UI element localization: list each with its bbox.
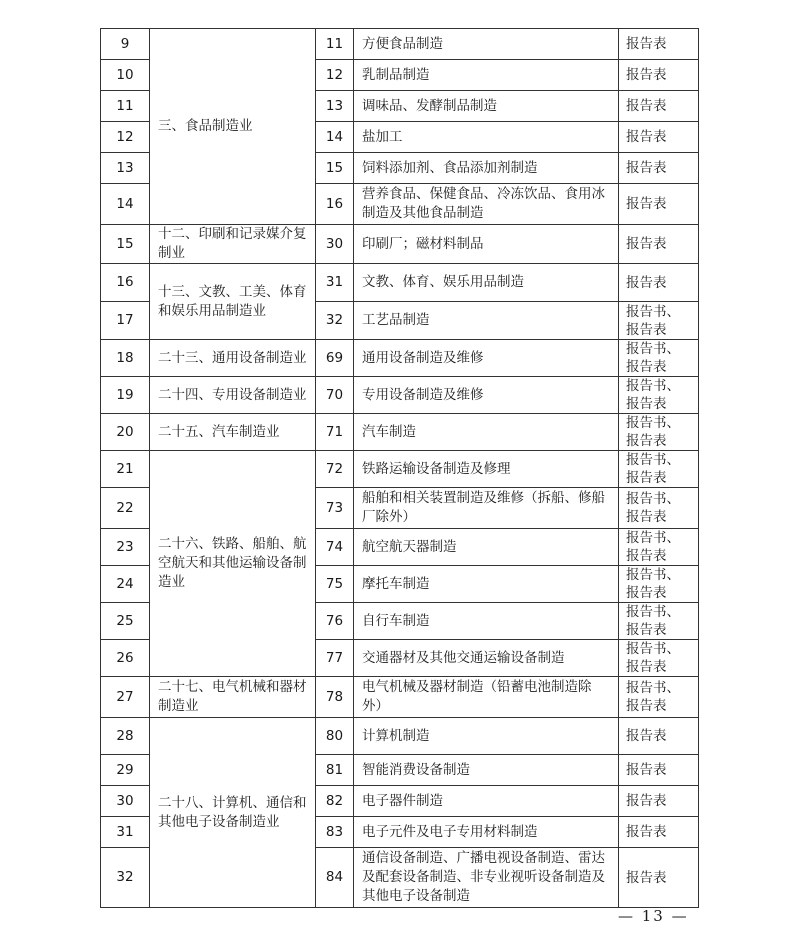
industry-name-cell: 方便食品制造 bbox=[354, 29, 619, 60]
industry-code-cell: 11 bbox=[316, 29, 354, 60]
category-cell: 二十三、通用设备制造业 bbox=[150, 340, 316, 377]
report-type-cell: 报告表 bbox=[619, 817, 699, 848]
row-number-cell: 12 bbox=[101, 122, 150, 153]
row-number-cell: 21 bbox=[101, 451, 150, 488]
industry-name-cell: 工艺品制造 bbox=[354, 302, 619, 340]
industry-code-cell: 81 bbox=[316, 755, 354, 786]
industry-name-cell: 电气机械及器材制造（铅蓄电池制造除外） bbox=[354, 677, 619, 718]
industry-code-cell: 31 bbox=[316, 264, 354, 302]
industry-code-cell: 82 bbox=[316, 786, 354, 817]
industry-code-cell: 70 bbox=[316, 377, 354, 414]
category-cell: 二十八、计算机、通信和其他电子设备制造业 bbox=[150, 718, 316, 908]
category-cell: 三、食品制造业 bbox=[150, 29, 316, 225]
report-type-cell: 报告表 bbox=[619, 786, 699, 817]
row-number-cell: 32 bbox=[101, 848, 150, 908]
report-type-cell: 报告书、报告表 bbox=[619, 302, 699, 340]
industry-name-cell: 摩托车制造 bbox=[354, 566, 619, 603]
category-cell: 二十七、电气机械和器材制造业 bbox=[150, 677, 316, 718]
industry-code-cell: 75 bbox=[316, 566, 354, 603]
row-number-cell: 19 bbox=[101, 377, 150, 414]
industry-code-cell: 73 bbox=[316, 488, 354, 529]
row-number-cell: 20 bbox=[101, 414, 150, 451]
industry-name-cell: 专用设备制造及维修 bbox=[354, 377, 619, 414]
category-cell: 十三、文教、工美、体育和娱乐用品制造业 bbox=[150, 264, 316, 340]
industry-name-cell: 船舶和相关装置制造及维修（拆船、修船厂除外） bbox=[354, 488, 619, 529]
industry-code-cell: 16 bbox=[316, 184, 354, 225]
table-row bbox=[101, 377, 699, 414]
table-row bbox=[101, 264, 699, 302]
industry-code-cell: 32 bbox=[316, 302, 354, 340]
industry-name-cell: 航空航天器制造 bbox=[354, 529, 619, 566]
industry-name-cell: 文教、体育、娱乐用品制造 bbox=[354, 264, 619, 302]
report-type-cell: 报告书、报告表 bbox=[619, 529, 699, 566]
industry-code-cell: 74 bbox=[316, 529, 354, 566]
row-number-cell: 17 bbox=[101, 302, 150, 340]
industry-classification-table bbox=[100, 28, 699, 908]
industry-code-cell: 76 bbox=[316, 603, 354, 640]
table-row bbox=[101, 225, 699, 264]
row-number-cell: 16 bbox=[101, 264, 150, 302]
industry-code-cell: 69 bbox=[316, 340, 354, 377]
industry-code-cell: 30 bbox=[316, 225, 354, 264]
industry-name-cell: 营养食品、保健食品、冷冻饮品、食用冰制造及其他食品制造 bbox=[354, 184, 619, 225]
table-body bbox=[101, 29, 699, 908]
report-type-cell: 报告表 bbox=[619, 153, 699, 184]
industry-name-cell: 计算机制造 bbox=[354, 718, 619, 755]
report-type-cell: 报告表 bbox=[619, 755, 699, 786]
row-number-cell: 14 bbox=[101, 184, 150, 225]
industry-name-cell: 汽车制造 bbox=[354, 414, 619, 451]
industry-code-cell: 78 bbox=[316, 677, 354, 718]
industry-name-cell: 调味品、发酵制品制造 bbox=[354, 91, 619, 122]
industry-code-cell: 72 bbox=[316, 451, 354, 488]
row-number-cell: 11 bbox=[101, 91, 150, 122]
row-number-cell: 31 bbox=[101, 817, 150, 848]
industry-code-cell: 77 bbox=[316, 640, 354, 677]
industry-code-cell: 13 bbox=[316, 91, 354, 122]
page-number: — 13 — bbox=[618, 907, 689, 925]
row-number-cell: 28 bbox=[101, 718, 150, 755]
row-number-cell: 15 bbox=[101, 225, 150, 264]
report-type-cell: 报告书、报告表 bbox=[619, 566, 699, 603]
industry-code-cell: 84 bbox=[316, 848, 354, 908]
industry-name-cell: 电子器件制造 bbox=[354, 786, 619, 817]
industry-name-cell: 通用设备制造及维修 bbox=[354, 340, 619, 377]
category-cell: 二十六、铁路、船舶、航空航天和其他运输设备制造业 bbox=[150, 451, 316, 677]
report-type-cell: 报告表 bbox=[619, 225, 699, 264]
industry-name-cell: 铁路运输设备制造及修理 bbox=[354, 451, 619, 488]
table-row bbox=[101, 414, 699, 451]
industry-code-cell: 12 bbox=[316, 60, 354, 91]
category-cell: 二十五、汽车制造业 bbox=[150, 414, 316, 451]
report-type-cell: 报告表 bbox=[619, 718, 699, 755]
report-type-cell: 报告表 bbox=[619, 91, 699, 122]
report-type-cell: 报告表 bbox=[619, 60, 699, 91]
industry-code-cell: 71 bbox=[316, 414, 354, 451]
row-number-cell: 25 bbox=[101, 603, 150, 640]
report-type-cell: 报告书、报告表 bbox=[619, 377, 699, 414]
report-type-cell: 报告表 bbox=[619, 184, 699, 225]
industry-code-cell: 83 bbox=[316, 817, 354, 848]
industry-name-cell: 交通器材及其他交通运输设备制造 bbox=[354, 640, 619, 677]
industry-name-cell: 饲料添加剂、食品添加剂制造 bbox=[354, 153, 619, 184]
category-cell: 十二、印刷和记录媒介复制业 bbox=[150, 225, 316, 264]
report-type-cell: 报告表 bbox=[619, 264, 699, 302]
industry-name-cell: 乳制品制造 bbox=[354, 60, 619, 91]
report-type-cell: 报告书、报告表 bbox=[619, 640, 699, 677]
report-type-cell: 报告书、报告表 bbox=[619, 488, 699, 529]
report-type-cell: 报告书、报告表 bbox=[619, 677, 699, 718]
report-type-cell: 报告书、报告表 bbox=[619, 603, 699, 640]
table-row bbox=[101, 718, 699, 755]
table-row bbox=[101, 677, 699, 718]
row-number-cell: 22 bbox=[101, 488, 150, 529]
industry-name-cell: 电子元件及电子专用材料制造 bbox=[354, 817, 619, 848]
row-number-cell: 13 bbox=[101, 153, 150, 184]
industry-name-cell: 通信设备制造、广播电视设备制造、雷达及配套设备制造、非专业视听设备制造及其他电子设备制造 bbox=[354, 848, 619, 908]
table-row bbox=[101, 451, 699, 488]
report-type-cell: 报告表 bbox=[619, 29, 699, 60]
row-number-cell: 9 bbox=[101, 29, 150, 60]
table-row bbox=[101, 340, 699, 377]
row-number-cell: 10 bbox=[101, 60, 150, 91]
report-type-cell: 报告书、报告表 bbox=[619, 414, 699, 451]
row-number-cell: 18 bbox=[101, 340, 150, 377]
report-type-cell: 报告书、报告表 bbox=[619, 340, 699, 377]
industry-name-cell: 自行车制造 bbox=[354, 603, 619, 640]
industry-name-cell: 盐加工 bbox=[354, 122, 619, 153]
row-number-cell: 27 bbox=[101, 677, 150, 718]
row-number-cell: 23 bbox=[101, 529, 150, 566]
category-cell: 二十四、专用设备制造业 bbox=[150, 377, 316, 414]
industry-code-cell: 15 bbox=[316, 153, 354, 184]
industry-name-cell: 印刷厂；磁材料制品 bbox=[354, 225, 619, 264]
industry-name-cell: 智能消费设备制造 bbox=[354, 755, 619, 786]
row-number-cell: 29 bbox=[101, 755, 150, 786]
row-number-cell: 26 bbox=[101, 640, 150, 677]
table-row bbox=[101, 29, 699, 60]
report-type-cell: 报告书、报告表 bbox=[619, 451, 699, 488]
row-number-cell: 24 bbox=[101, 566, 150, 603]
report-type-cell: 报告表 bbox=[619, 848, 699, 908]
industry-code-cell: 80 bbox=[316, 718, 354, 755]
row-number-cell: 30 bbox=[101, 786, 150, 817]
industry-code-cell: 14 bbox=[316, 122, 354, 153]
report-type-cell: 报告表 bbox=[619, 122, 699, 153]
